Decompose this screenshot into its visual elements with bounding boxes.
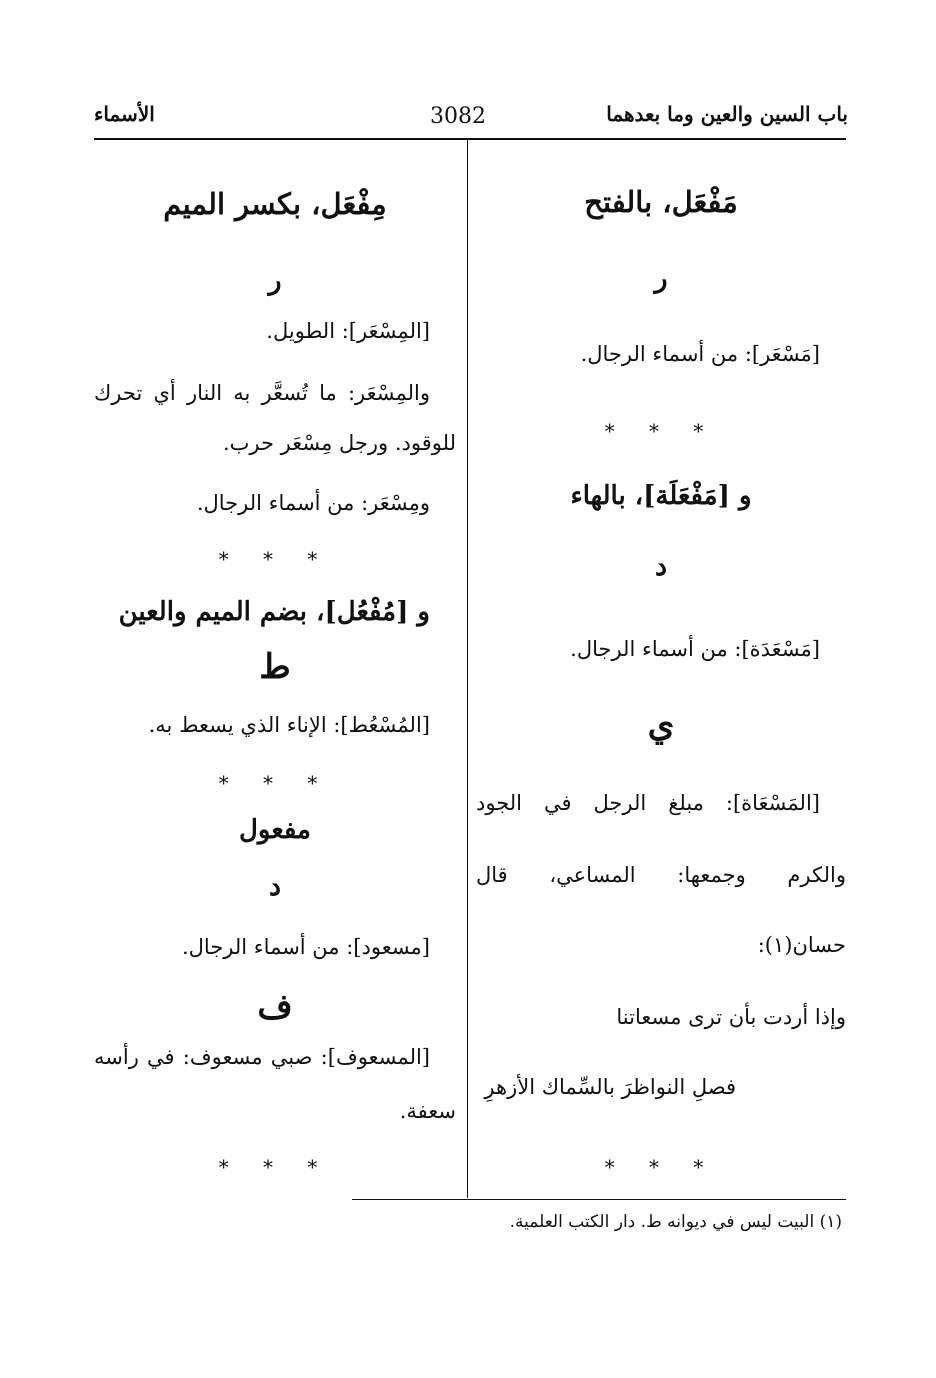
letter-heading-t: ط	[259, 647, 291, 687]
entry-masaa-line1: [المَسْعَاة]: مبلغ الرجل في الجود	[476, 791, 820, 815]
heading-mifal-kasr: مِفْعَل، بكسر الميم	[163, 187, 387, 221]
column-divider	[467, 139, 468, 1198]
entry-almasoof-line1: [المسعوف]: صبي مسعوف: في رأسه	[94, 1045, 430, 1069]
heading-mafool: مفعول	[239, 815, 311, 845]
letter-heading-y: ي	[647, 705, 675, 745]
separator-stars: * * *	[218, 547, 332, 571]
entry-musut: [المُسْعُط]: الإناء الذي يسعط به.	[148, 713, 430, 737]
footnote: (١) البيت ليس في ديوانه ط. دار الكتب العلمية.	[509, 1212, 842, 1232]
entry-almisar: [المِسْعَر]: الطويل.	[266, 319, 430, 343]
separator-stars: * * *	[218, 771, 332, 795]
entry-misar: ومِسْعَر: من أسماء الرجال.	[196, 491, 430, 515]
entry-masaa-line2: والكرم وجمعها: المساعي، قال	[476, 863, 846, 887]
entry-masar: [مَسْعَر]: من أسماء الرجال.	[580, 342, 820, 366]
footnote-rule	[352, 1199, 846, 1200]
running-header-section: الأسماء	[94, 102, 155, 126]
entry-almasoof-line2: سعفة.	[399, 1099, 456, 1123]
separator-stars: * * *	[604, 419, 718, 443]
poem-verse-2: فصلِ النواظرَ بالسِّماك الأزهرِ	[484, 1075, 736, 1099]
heading-mafala-ha: و [مَفْعَلَة]، بالهاء	[570, 481, 752, 511]
letter-heading-d: د	[268, 871, 282, 902]
heading-mafal-fath: مَفْعَل، بالفتح	[584, 185, 738, 219]
letter-heading-r: ر	[654, 263, 668, 294]
letter-heading-r: ر	[268, 265, 282, 296]
header-rule	[94, 138, 846, 140]
page-number: 3082	[430, 104, 486, 129]
heading-mufaul: و [مُفْعُل]، بضم الميم والعين	[118, 597, 430, 627]
separator-stars: * * *	[218, 1155, 332, 1179]
letter-heading-d: د	[654, 551, 668, 582]
poem-verse-1: وإذا أردت بأن ترى مسعاتنا	[616, 1005, 846, 1029]
entry-almisar2-line2: للوقود. ورجل مِسْعَر حرب.	[222, 431, 456, 455]
separator-stars: * * *	[604, 1155, 718, 1179]
running-header-chapter: باب السين والعين وما بعدهما	[606, 102, 848, 126]
entry-masood: [مسعود]: من أسماء الرجال.	[181, 935, 430, 959]
letter-heading-f: ف	[257, 987, 293, 1027]
entry-masada: [مَسْعَدَة]: من أسماء الرجال.	[570, 637, 820, 661]
entry-masaa-line3: حسان(١):	[757, 933, 846, 957]
entry-almisar2-line1: والمِسْعَر: ما تُسعَّر به النار أي تحرك	[94, 381, 430, 405]
